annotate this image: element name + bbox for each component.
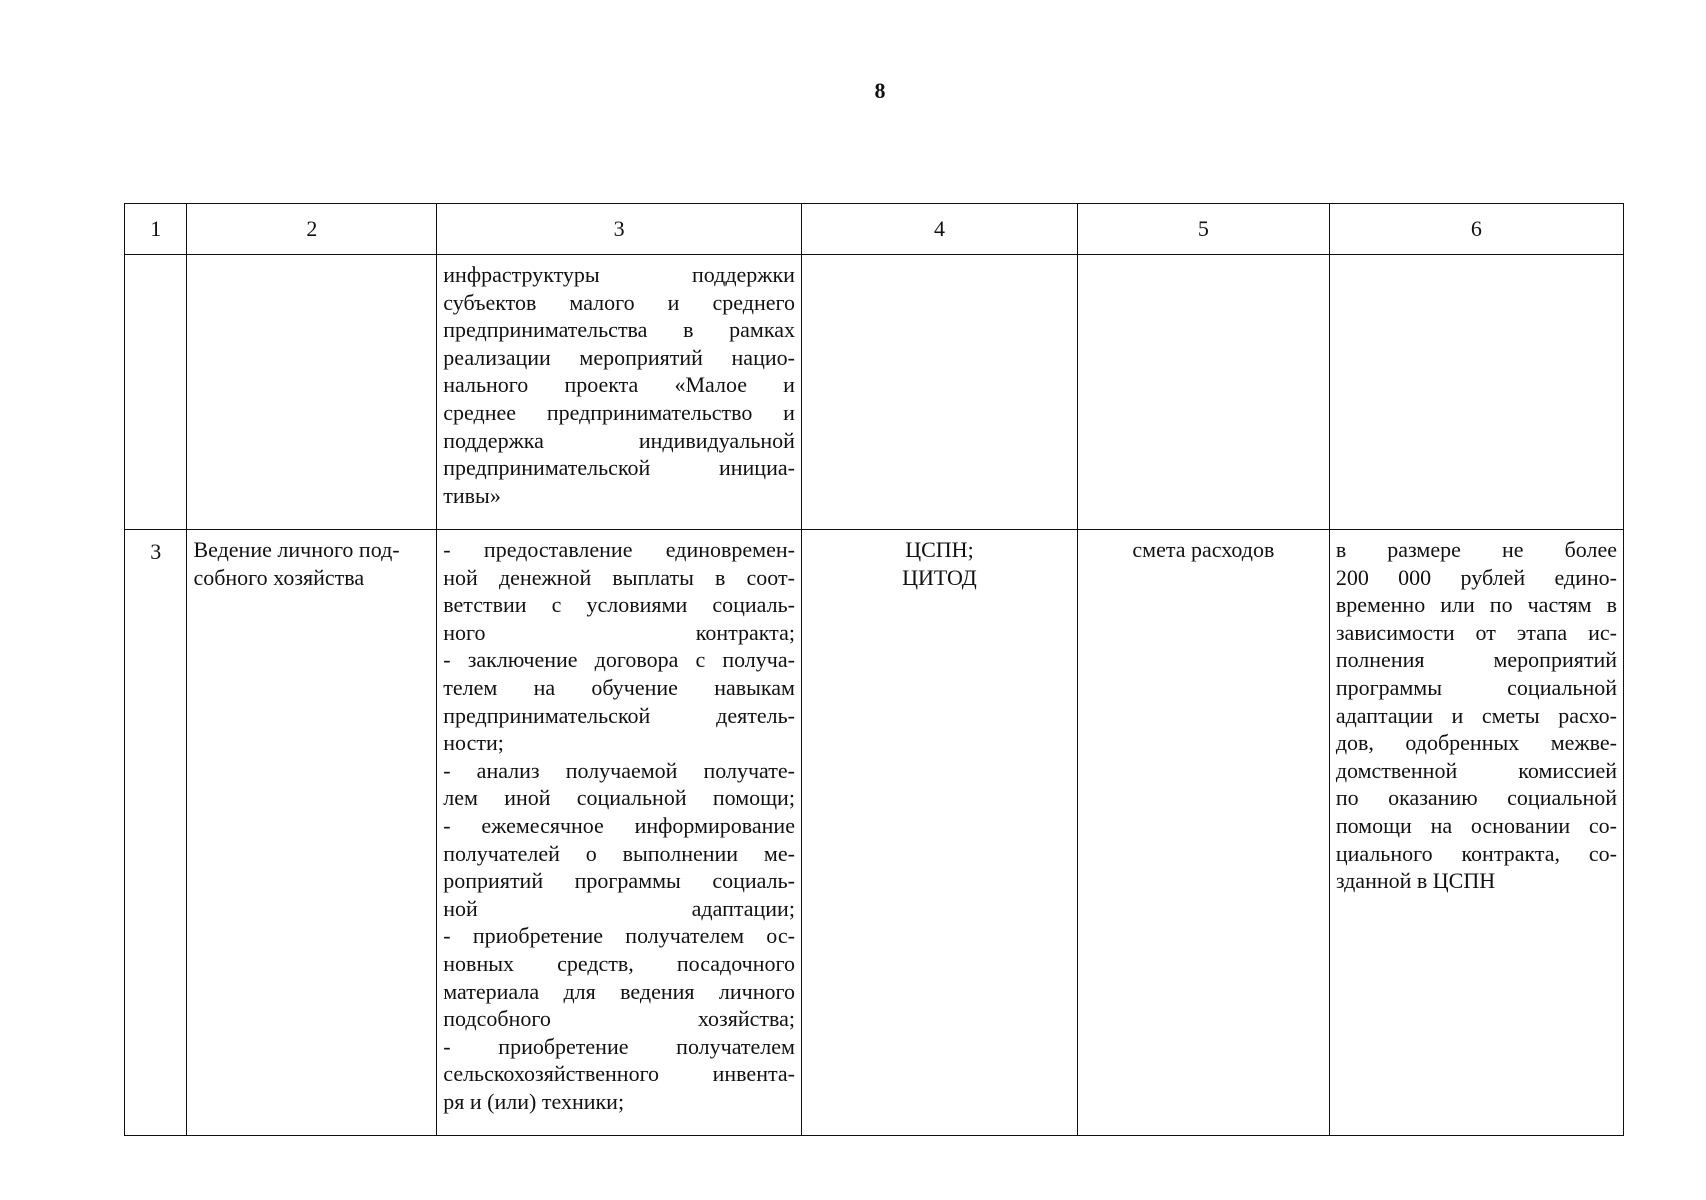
row2-col3 xyxy=(437,530,802,1136)
text-line: ной адаптации; xyxy=(443,895,795,921)
text-line: Ведение личного под- xyxy=(193,537,400,562)
row2-col5 xyxy=(1077,530,1329,1136)
header-col-1: 1 xyxy=(125,204,187,255)
text-line: реализации мероприятий нацио- xyxy=(443,344,795,370)
text-line: ного контракта; xyxy=(443,619,795,645)
text-line: телем на обучение навыкам xyxy=(443,674,795,700)
text-line: ЦИТОД xyxy=(902,564,977,590)
text-line: предпринимательской деятель- xyxy=(443,702,795,728)
text-line: инфраструктуры поддержки xyxy=(443,262,795,287)
table-header-row xyxy=(125,204,1624,255)
row2-col4-text xyxy=(802,530,1077,595)
page-number: 8 xyxy=(874,78,886,103)
row1-col4 xyxy=(801,255,1077,530)
row1-col3-text xyxy=(437,255,801,513)
text-line: материала для ведения личного xyxy=(443,978,795,1004)
text-line: временно или по частям в xyxy=(1335,592,1617,618)
text-line: ности; xyxy=(443,730,504,756)
text-line: ной денежной выплаты в соот- xyxy=(443,564,795,590)
text-line: получателей о выполнении ме- xyxy=(443,840,795,866)
text-line: ЦСПН; xyxy=(905,537,974,562)
table-row xyxy=(125,530,1624,1136)
text-line: - ежемесячное информирование xyxy=(443,812,795,838)
text-line: адаптации и сметы расхо- xyxy=(1335,702,1617,728)
text-line: нального проекта «Малое и xyxy=(443,372,795,398)
row2-col5-text: смета расходов xyxy=(1132,537,1275,562)
text-line: - приобретение получателем xyxy=(443,1033,795,1059)
row1-col5 xyxy=(1077,255,1329,530)
text-line: дов, одобренных межве- xyxy=(1335,730,1617,756)
text-line: зданной в ЦСПН xyxy=(1335,868,1496,894)
row2-col4 xyxy=(801,530,1077,1136)
text-line: поддержка индивидуальной xyxy=(443,427,795,453)
header-col-5: 5 xyxy=(1077,204,1329,255)
text-line: - приобретение получателем ос- xyxy=(443,923,795,949)
text-line: подсобного хозяйства; xyxy=(443,1006,795,1032)
text-line: в размере не более xyxy=(1335,537,1617,562)
row1-col3 xyxy=(437,255,802,530)
text-line: предпринимательства в рамках xyxy=(443,317,795,343)
text-line: программы социальной xyxy=(1335,674,1617,700)
text-line: ветствии с условиями социаль- xyxy=(443,592,795,618)
text-line: роприятий программы социаль- xyxy=(443,868,795,894)
header-col-6: 6 xyxy=(1329,204,1623,255)
row2-col2-text xyxy=(187,530,436,595)
text-line: по оказанию социальной xyxy=(1335,785,1617,811)
text-line: зависимости от этапа ис- xyxy=(1335,619,1617,645)
row2-col6-text xyxy=(1330,530,1623,899)
row1-col2 xyxy=(187,255,437,530)
text-line: 200 000 рублей едино- xyxy=(1335,564,1617,590)
text-line: помощи на основании со- xyxy=(1335,812,1617,838)
text-line: субъектов малого и среднего xyxy=(443,289,795,315)
row1-col1 xyxy=(125,255,187,530)
text-line: собного хозяйства xyxy=(193,564,365,590)
text-line: - анализ получаемой получате- xyxy=(443,757,795,783)
row-number: 3 xyxy=(150,539,162,564)
text-line: циального контракта, со- xyxy=(1335,840,1617,866)
text-line: домственной комиссией xyxy=(1335,757,1617,783)
text-line: среднее предпринимательство и xyxy=(443,399,795,425)
text-line: ря и (или) техники; xyxy=(443,1088,625,1114)
document-table xyxy=(124,203,1624,1136)
text-line: предпринимательской инициа- xyxy=(443,455,795,481)
text-line: сельскохозяйственного инвента- xyxy=(443,1061,795,1087)
text-line: новных средств, посадочного xyxy=(443,950,795,976)
row2-col2 xyxy=(187,530,437,1136)
header-col-3: 3 xyxy=(437,204,802,255)
text-line: лем иной социальной помощи; xyxy=(443,785,795,811)
text-line: полнения мероприятий xyxy=(1335,647,1617,673)
row2-col3-text xyxy=(437,530,801,1119)
row1-col6 xyxy=(1329,255,1623,530)
text-line: тивы» xyxy=(443,482,501,508)
header-col-2: 2 xyxy=(187,204,437,255)
table-row xyxy=(125,255,1624,530)
row2-col1 xyxy=(125,530,187,1136)
text-line: - предоставление единовремен- xyxy=(443,537,795,562)
text-line: - заключение договора с получа- xyxy=(443,647,795,673)
header-col-4: 4 xyxy=(801,204,1077,255)
row2-col6 xyxy=(1329,530,1623,1136)
